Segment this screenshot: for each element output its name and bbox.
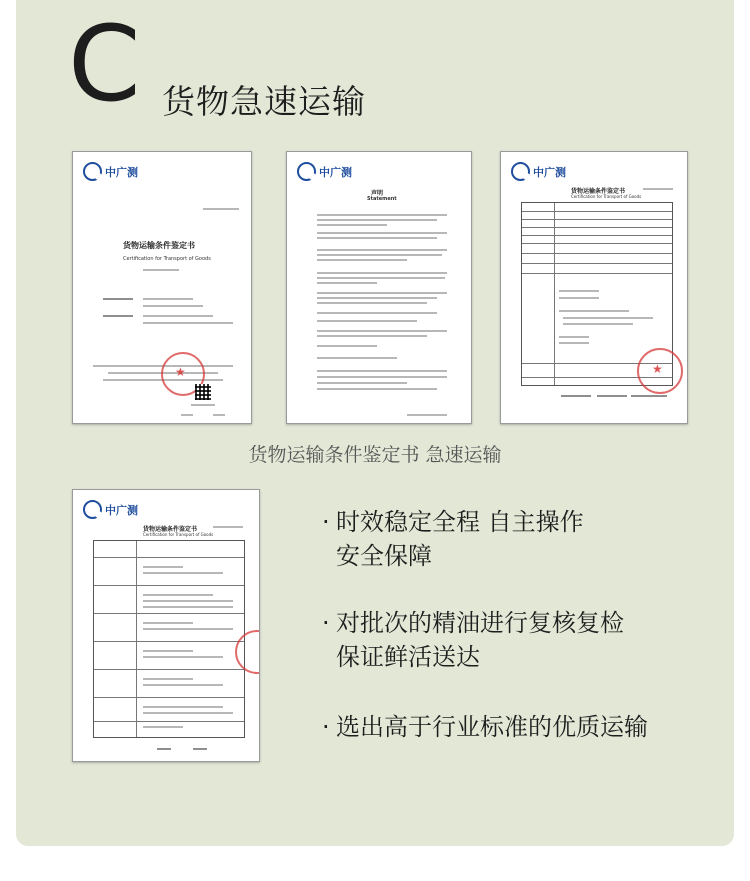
- logo-text: 中广测: [319, 165, 352, 179]
- company-logo: [297, 162, 352, 181]
- statement-image: [286, 151, 472, 424]
- doc-title: 货物运输条件鉴定书: [123, 241, 195, 250]
- doc-title: 货物运输条件鉴定书: [571, 188, 626, 195]
- logo-text: 中广测: [105, 165, 138, 179]
- doc-subtitle: Certification for Transport of Goods: [143, 532, 214, 537]
- logo-icon: [511, 162, 530, 181]
- feature-bullet-2: · 对批次的精油进行复核复检 保证鲜活送达: [322, 609, 624, 671]
- section-letter: C: [68, 3, 141, 125]
- doc-subtitle: Statement: [367, 196, 397, 202]
- bullet-text: 保证鲜活送达: [336, 643, 480, 671]
- certificate-image-2: [500, 151, 688, 424]
- certificate-image-3: [72, 489, 260, 762]
- certificate-image-1: [72, 151, 252, 424]
- bullet-text: 对批次的精油进行复核复检: [336, 609, 624, 637]
- qr-code: [195, 384, 211, 400]
- documents-caption: 货物运输条件鉴定书 急速运输: [248, 444, 502, 466]
- company-logo: [83, 162, 138, 181]
- doc-title: 货物运输条件鉴定书: [143, 526, 198, 533]
- doc-subtitle: Certification for Transport of Goods: [571, 194, 642, 199]
- section-title: 货物急速运输: [162, 82, 366, 121]
- logo-icon: [83, 162, 102, 181]
- bullet-text: 选出高于行业标准的优质运输: [336, 713, 648, 741]
- feature-bullet-1: · 时效稳定全程 自主操作 安全保障: [322, 508, 584, 570]
- bullet-text: 时效稳定全程 自主操作: [336, 508, 584, 536]
- logo-icon: [297, 162, 316, 181]
- logo-icon: [83, 500, 102, 519]
- feature-bullet-3: · 选出高于行业标准的优质运输: [322, 713, 648, 741]
- logo-text: 中广测: [105, 503, 138, 517]
- bullet-text: 安全保障: [336, 542, 432, 570]
- doc-subtitle: Certification for Transport of Goods: [123, 256, 211, 262]
- company-logo: [83, 500, 138, 519]
- company-logo: [511, 162, 566, 181]
- seal-star-icon: ★: [175, 365, 186, 379]
- certificate-table: [93, 540, 245, 738]
- logo-text: 中广测: [533, 165, 566, 179]
- doc-title: 声明: [371, 190, 384, 197]
- seal-star-icon: ★: [652, 362, 663, 376]
